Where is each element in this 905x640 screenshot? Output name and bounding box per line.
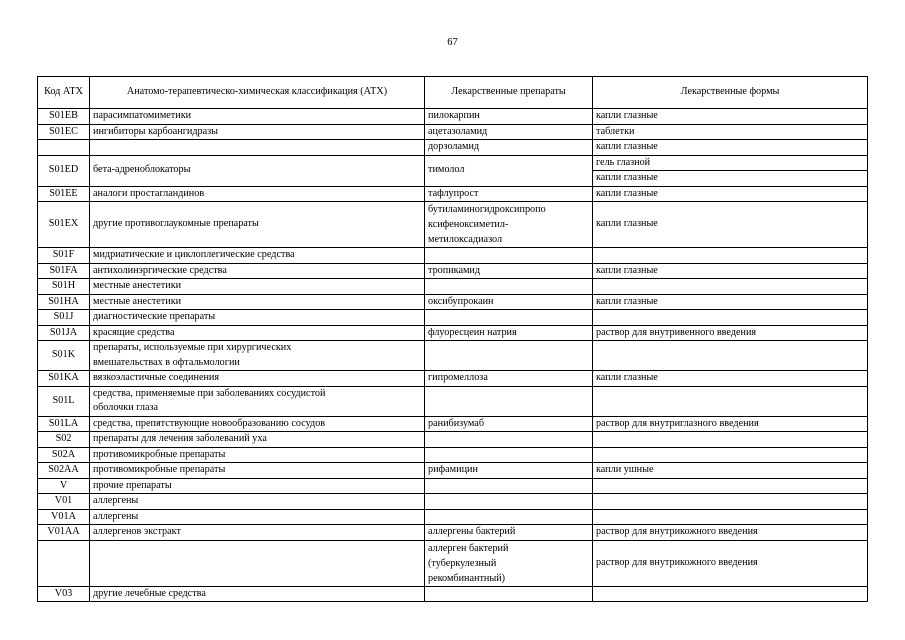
atx-class [90,140,425,156]
drug-name-line: бутиламиногидроксипропо [428,204,546,215]
atx-code: S02AA [38,463,90,479]
atx-class: диагностические препараты [90,310,425,326]
drug-name: гипромеллоза [425,371,593,387]
table-row [38,341,868,371]
atx-class: вязкоэластичные соединения [90,371,425,387]
dosage-form [593,447,868,463]
atx-code: S02 [38,432,90,448]
table-row [38,463,868,479]
drug-name-line: ксифеноксиметил- [428,219,509,230]
atx-code: V03 [38,586,90,602]
dosage-form [593,494,868,510]
drug-name [425,447,593,463]
atx-class: ингибиторы карбоангидразы [90,124,425,140]
drug-name: аллергены бактерий [425,525,593,541]
atx-class [90,386,425,416]
atx-code: V [38,478,90,494]
table-row [38,478,868,494]
table-row [38,279,868,295]
atx-class: средства, препятствующие новообразованию сосудов [90,416,425,432]
dosage-form [593,478,868,494]
dosage-form: капли глазные [593,371,868,387]
atx-class-line: препараты, используемые при хирургических [93,342,292,353]
atx-code: S01JA [38,325,90,341]
drug-name: рифамицин [425,463,593,479]
table-row [38,155,868,171]
dosage-form [593,279,868,295]
atx-class: местные анестетики [90,294,425,310]
table-row [38,525,868,541]
dosage-form [593,341,868,371]
table-row [38,540,868,586]
dosage-form: капли глазные [593,202,868,248]
atx-code: S01FA [38,263,90,279]
drug-name [425,386,593,416]
atx-code [38,140,90,156]
atx-code: S01F [38,248,90,264]
dosage-form: капли глазные [593,294,868,310]
table-row [38,416,868,432]
drug-name [425,310,593,326]
drug-name [425,540,593,586]
table-row [38,325,868,341]
drug-name [425,341,593,371]
drug-name-line: рекомбинантный) [428,572,506,584]
atx-class: противомикробные препараты [90,463,425,479]
dosage-form [593,310,868,326]
drug-name: пилокарпин [425,109,593,125]
dosage-form: капли глазные [593,263,868,279]
page-number: 67 [447,37,458,48]
dosage-form: капли глазные [593,186,868,202]
atx-code: S01LA [38,416,90,432]
table-row [38,124,868,140]
atx-class: аллергены [90,509,425,525]
table-row [38,447,868,463]
atx-class: аллергенов экстракт [90,525,425,541]
drug-name [425,248,593,264]
atx-code: S01HA [38,294,90,310]
drug-name: тропикамид [425,263,593,279]
drug-name [425,279,593,295]
atx-class: местные анестетики [90,279,425,295]
atx-code: V01AA [38,525,90,541]
table-header-row [38,77,868,109]
dosage-form [593,386,868,416]
atx-class [90,540,425,586]
drug-name [425,509,593,525]
atx-class: мидриатические и циклоплегические средства [90,248,425,264]
drug-name: ранибизумаб [425,416,593,432]
drug-name [425,202,593,248]
table-row [38,248,868,264]
atx-code: S01L [38,386,90,416]
atx-class: красящие средства [90,325,425,341]
atx-code: S01K [38,341,90,371]
atx-class: бета-адреноблокаторы [90,155,425,186]
drug-name [425,432,593,448]
dosage-form [593,509,868,525]
atx-code [38,540,90,586]
drug-name: оксибупрокаин [425,294,593,310]
dosage-form: капли глазные [593,109,868,125]
drug-name-line: аллерген бактерий [428,542,509,554]
atx-class: противомикробные препараты [90,447,425,463]
dosage-form [593,432,868,448]
drug-name [425,494,593,510]
dosage-form [593,586,868,602]
table-row [38,494,868,510]
dosage-form: капли глазные [593,171,868,187]
dosage-form: гель глазной [593,155,868,171]
atx-class: аллергены [90,494,425,510]
table-row [38,386,868,416]
header-classification: Анатомо-терапевтическо-химическая классификация (АТХ) [90,77,425,109]
atx-code: S01H [38,279,90,295]
atx-code: S01ED [38,155,90,186]
dosage-form: таблетки [593,124,868,140]
drug-name [425,478,593,494]
atx-class: парасимпатомиметики [90,109,425,125]
atx-class: другие противоглаукомные препараты [90,202,425,248]
atx-code: S02A [38,447,90,463]
drug-name: ацетазоламид [425,124,593,140]
header-code: Код АТХ [38,77,90,109]
atx-class: прочие препараты [90,478,425,494]
header-drugs: Лекарственные препараты [425,77,593,109]
table-row [38,109,868,125]
atx-code: V01 [38,494,90,510]
atx-class [90,341,425,371]
drug-name-line: (туберкулезный [428,557,497,569]
drug-name: флуоресцеин натрия [425,325,593,341]
drug-name: тафлупрост [425,186,593,202]
dosage-form: раствор для внутриглазного введения [593,416,868,432]
drug-name: дорзоламид [425,140,593,156]
dosage-form: раствор для внутрикожного введения [593,525,868,541]
table-row [38,371,868,387]
atx-class-line: оболочки глаза [93,402,159,413]
atx-class-line: вмешательствах в офтальмологии [93,356,240,368]
atx-class: другие лечебные средства [90,586,425,602]
drug-name: тимолол [425,155,593,186]
atx-class: антихолинэргические средства [90,263,425,279]
atx-code: V01A [38,509,90,525]
dosage-form: капли глазные [593,140,868,156]
dosage-form: раствор для внутрикожного введения [593,540,868,586]
atx-class: препараты для лечения заболеваний уха [90,432,425,448]
dosage-form: капли ушные [593,463,868,479]
table-row [38,586,868,602]
table-row [38,140,868,156]
atx-code: S01J [38,310,90,326]
atx-class: аналоги простагландинов [90,186,425,202]
atx-class-line: средства, применяемые при заболеваниях сосудистой [93,387,326,399]
table-row [38,432,868,448]
header-forms: Лекарственные формы [593,77,868,109]
dosage-form [593,248,868,264]
table-row [38,202,868,248]
atx-code: S01KA [38,371,90,387]
atx-code: S01EB [38,109,90,125]
atx-code: S01EC [38,124,90,140]
atx-code: S01EE [38,186,90,202]
atx-table [37,76,868,602]
drug-name [425,586,593,602]
atx-code: S01EX [38,202,90,248]
table-row [38,186,868,202]
table-row [38,263,868,279]
table-row [38,509,868,525]
drug-name-line: метилоксадиазол [428,234,503,245]
table-row [38,294,868,310]
table-row [38,310,868,326]
dosage-form: раствор для внутривенного введения [593,325,868,341]
